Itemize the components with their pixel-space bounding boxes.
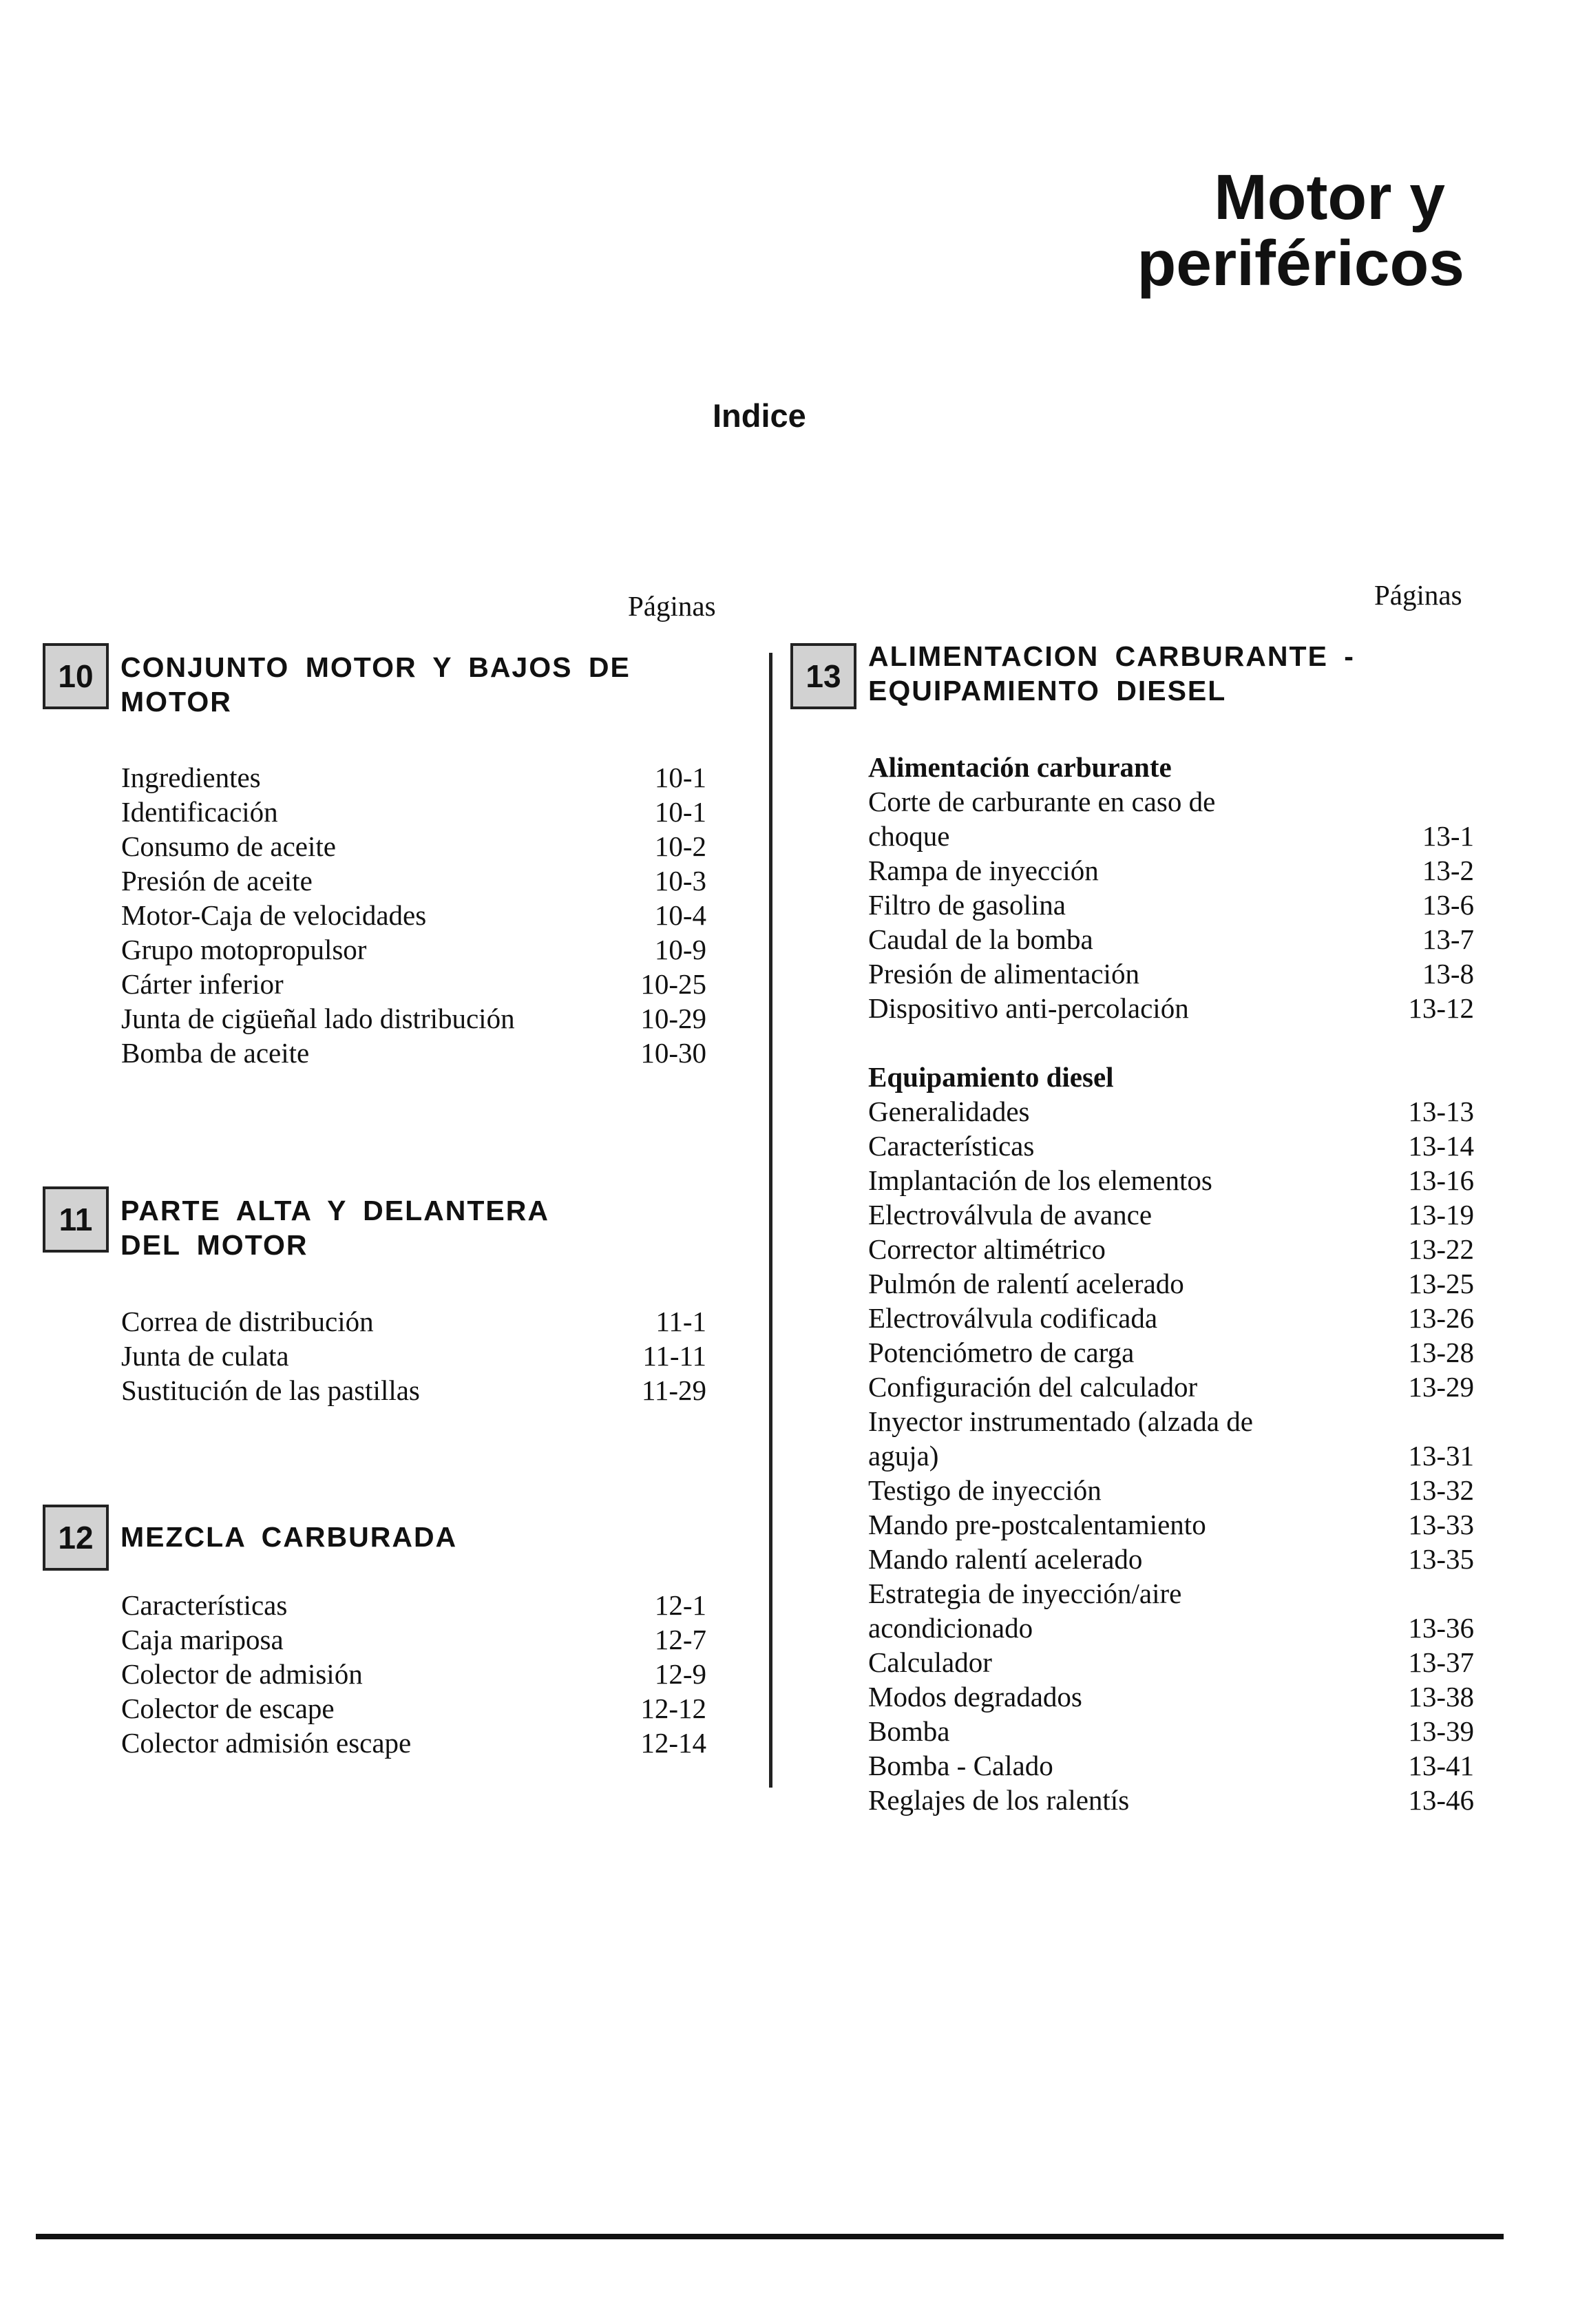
toc-entry-label: Ingredientes [121,762,261,793]
toc-entry-label: choque [868,820,950,852]
section-number-box: 13 [790,643,856,709]
toc-entry [121,1588,706,1622]
toc-entry-page: 12-12 [640,1693,706,1724]
toc-entry-label: Filtro de gasolina [868,889,1066,921]
toc-entry [868,1163,1474,1197]
toc-entry-page: 11-11 [642,1340,706,1372]
toc-entry-page: 13-16 [1408,1164,1474,1196]
section-title-line: DEL MOTOR [120,1229,308,1261]
toc-entry-page: 13-46 [1408,1784,1474,1816]
toc-entry-page: 12-7 [654,1624,706,1655]
toc-entry-label: Bomba de aceite [121,1037,310,1069]
pages-label-right: Páginas [1374,579,1462,611]
section-title [868,639,1355,708]
toc-entry [121,760,706,795]
toc-entry-label: Pulmón de ralentí acelerado [868,1268,1184,1299]
section-title-line: MEZCLA CARBURADA [120,1521,458,1553]
subsection-heading: Alimentación carburante [868,751,1172,783]
index-heading: Indice [713,397,806,434]
toc-entry-label: Mando ralentí acelerado [868,1543,1143,1575]
toc-entry-page: 10-1 [654,796,706,828]
toc-entry-page: 10-29 [640,1003,706,1034]
toc-entry-page: 13-29 [1408,1371,1474,1403]
spacer [868,1025,1474,1060]
toc-entry [868,1542,1474,1576]
toc-entry-label: Estrategia de inyección/aire [868,1578,1182,1609]
toc-entry-page: 13-41 [1408,1750,1474,1781]
toc-entry-label: Consumo de aceite [121,830,336,862]
toc-entry-label: Características [121,1589,288,1621]
toc-entry [868,1266,1474,1301]
page-title-line2: periféricos [1137,227,1464,299]
toc-entry [121,1373,706,1407]
toc-entry [868,1438,1474,1473]
toc-entry-page: 13-37 [1408,1646,1474,1678]
toc-entry [868,853,1474,888]
toc-entry [868,1679,1474,1714]
toc-entry [121,1691,706,1726]
section-10-entries [121,760,706,1070]
toc-entry [868,1473,1474,1507]
toc-entry-page: 13-13 [1408,1096,1474,1127]
toc-entry-page: 10-9 [654,934,706,965]
toc-entry-label: acondicionado [868,1612,1033,1644]
section-title-line: CONJUNTO MOTOR Y BAJOS DE [120,651,631,683]
section-number-box: 11 [43,1186,109,1253]
toc-entry [868,888,1474,922]
toc-entry [121,1036,706,1070]
subsection-heading: Equipamiento diesel [868,1061,1114,1093]
toc-entry-page: 13-1 [1422,820,1474,852]
toc-entry-page: 11-1 [655,1306,706,1337]
toc-entry [121,795,706,829]
toc-entry-label: Electroválvula de avance [868,1199,1153,1231]
toc-entry-page: 13-8 [1422,958,1474,990]
toc-entry-label: aguja) [868,1440,939,1472]
toc-entry-label: Implantación de los elementos [868,1164,1212,1196]
toc-entry-page: 13-33 [1408,1509,1474,1540]
toc-entry [868,1129,1474,1163]
toc-entry [868,1232,1474,1266]
toc-entry [868,956,1474,991]
toc-entry [868,1611,1474,1645]
toc-entry-label: Junta de cigüeñal lado distribución [121,1003,515,1034]
toc-entry-label: Modos degradados [868,1681,1082,1713]
toc-entry-page: 10-3 [654,865,706,897]
section-title-line: MOTOR [120,686,232,718]
toc-entry [868,1748,1474,1783]
toc-entry [868,1301,1474,1335]
toc-entry-label: Identificación [121,796,278,828]
toc-entry-label: Generalidades [868,1096,1030,1127]
toc-entry [121,932,706,967]
toc-entry [121,1726,706,1760]
toc-entry-page: 13-7 [1422,923,1474,955]
section-13-entries [868,750,1474,1817]
toc-entry [121,967,706,1001]
toc-entry [868,1783,1474,1817]
section-title [120,1193,549,1262]
toc-entry-page: 13-35 [1408,1543,1474,1575]
toc-entry-page: 13-6 [1422,889,1474,921]
toc-entry-label: Corrector altimétrico [868,1233,1106,1265]
toc-entry-page: 13-31 [1408,1440,1474,1472]
toc-entry [121,1001,706,1036]
toc-entry-page: 11-29 [641,1374,706,1406]
toc-entry-page: 12-14 [640,1727,706,1759]
toc-entry [868,1576,1474,1611]
page-title [1137,161,1464,299]
toc-entry-label: Grupo motopropulsor [121,934,367,965]
toc-entry-page: 10-2 [654,830,706,862]
toc-entry-page: 13-14 [1408,1130,1474,1162]
column-divider [769,653,772,1788]
toc-entry [868,922,1474,956]
toc-entry [121,898,706,932]
toc-entry [121,1339,706,1373]
toc-entry-page: 13-36 [1408,1612,1474,1644]
toc-entry-label: Correa de distribución [121,1306,374,1337]
toc-entry-label: Motor-Caja de velocidades [121,899,427,931]
toc-entry [121,863,706,898]
toc-entry [868,1645,1474,1679]
subsection-entries [868,1094,1474,1817]
toc-entry-label: Sustitución de las pastillas [121,1374,420,1406]
toc-entry [868,1335,1474,1370]
page-title-line1: Motor y [1214,161,1445,233]
section-title [120,650,631,719]
toc-entry [868,784,1474,819]
toc-entry-page: 13-22 [1408,1233,1474,1265]
toc-entry-label: Presión de aceite [121,865,313,897]
toc-entry-label: Rampa de inyección [868,855,1099,886]
section-title [120,1520,457,1554]
toc-entry-page: 10-4 [654,899,706,931]
toc-entry-label: Colector de admisión [121,1658,363,1690]
toc-entry-label: Mando pre-postcalentamiento [868,1509,1206,1540]
pages-label-left: Páginas [628,590,716,622]
toc-entry-label: Reglajes de los ralentís [868,1784,1130,1816]
section-12-entries [121,1588,706,1760]
toc-entry [121,1622,706,1657]
toc-entry-page: 13-39 [1408,1715,1474,1747]
section-title-line: PARTE ALTA Y DELANTERA [120,1195,549,1226]
toc-entry-page: 13-26 [1408,1302,1474,1334]
toc-entry-page: 13-12 [1408,992,1474,1024]
section-title-line: ALIMENTACION CARBURANTE - [868,640,1355,672]
toc-entry-label: Características [868,1130,1035,1162]
toc-entry-label: Inyector instrumentado (alzada de [868,1405,1253,1437]
toc-entry [868,1507,1474,1542]
toc-entry-label: Bomba - Calado [868,1750,1053,1781]
toc-entry [868,1197,1474,1232]
toc-entry [868,991,1474,1025]
toc-entry-label: Electroválvula codificada [868,1302,1158,1334]
toc-entry [868,1094,1474,1129]
footer-rule [36,2234,1504,2239]
toc-entry-page: 13-25 [1408,1268,1474,1299]
toc-entry-page: 13-28 [1408,1337,1474,1368]
toc-entry [868,1370,1474,1404]
toc-entry [868,1404,1474,1438]
toc-entry [121,1657,706,1691]
toc-entry-label: Presión de alimentación [868,958,1139,990]
section-number-box: 12 [43,1505,109,1571]
toc-entry [121,829,706,863]
toc-entry-label: Potenciómetro de carga [868,1337,1135,1368]
toc-entry [868,819,1474,853]
toc-entry-page: 12-1 [654,1589,706,1621]
toc-entry-page: 10-1 [654,762,706,793]
section-11-entries [121,1304,706,1407]
subsection-entries [868,784,1474,1025]
toc-entry [868,1714,1474,1748]
toc-entry-label: Calculador [868,1646,992,1678]
toc-entry-label: Cárter inferior [121,968,284,1000]
section-number-box: 10 [43,643,109,709]
toc-entry-label: Junta de culata [121,1340,289,1372]
toc-entry-page: 13-38 [1408,1681,1474,1713]
toc-entry-label: Testigo de inyección [868,1474,1102,1506]
toc-entry-label: Corte de carburante en caso de [868,786,1216,817]
toc-entry-label: Colector admisión escape [121,1727,412,1759]
toc-entry-page: 10-25 [640,968,706,1000]
toc-entry [121,1304,706,1339]
toc-entry-page: 13-32 [1408,1474,1474,1506]
toc-entry-page: 12-9 [654,1658,706,1690]
toc-entry-page: 10-30 [640,1037,706,1069]
toc-entry-page: 13-2 [1422,855,1474,886]
toc-entry-label: Configuración del calculador [868,1371,1198,1403]
toc-entry-label: Colector de escape [121,1693,335,1724]
toc-entry-label: Bomba [868,1715,950,1747]
toc-entry-label: Caja mariposa [121,1624,284,1655]
toc-entry-page: 13-19 [1408,1199,1474,1231]
section-title-line: EQUIPAMIENTO DIESEL [868,675,1227,706]
toc-entry-label: Caudal de la bomba [868,923,1093,955]
toc-entry-label: Dispositivo anti-percolación [868,992,1189,1024]
